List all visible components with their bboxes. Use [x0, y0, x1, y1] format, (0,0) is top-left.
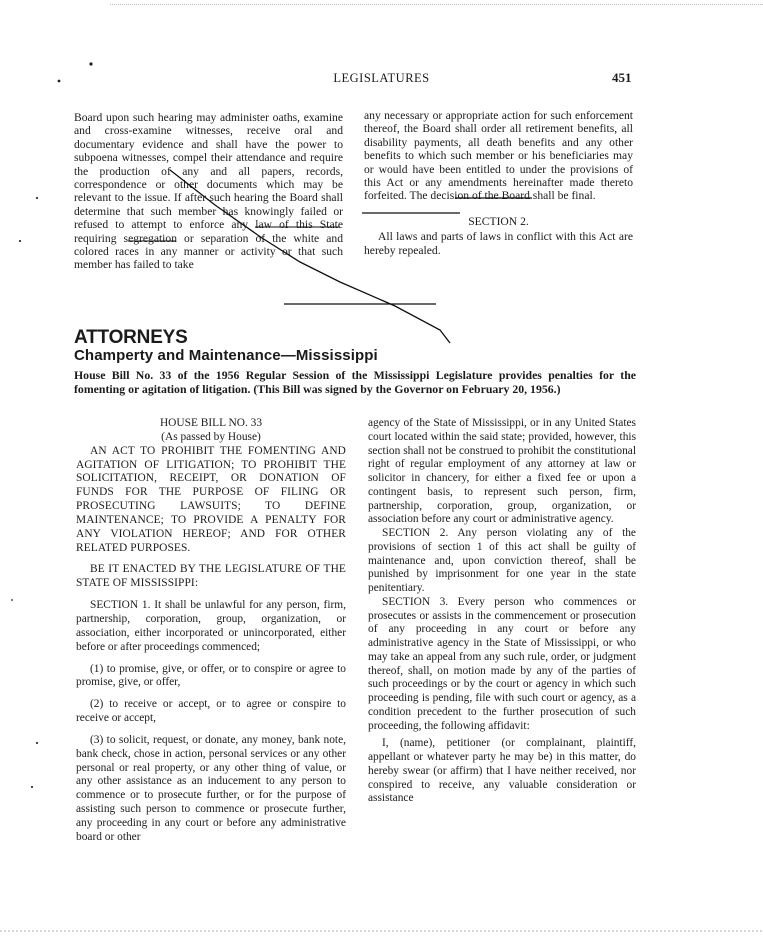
continued-paragraph-right: any necessary or appropriate action for such enforcement thereof, the Board shall order all retirement benefits, all disability payments, all death benefits and any other benefits to which such member or his beneficiaries may or would have been entitled to under the provisions of this Act or any amendments hereinafter made thereto forfeited. The decision of the Board shall be final. [364, 109, 633, 203]
affidavit-text: I, (name), petitioner (or complainant, plaintiff, appellant or whatever party he may be) in this matter, do hereby swear (or affirm) that I have neither received, nor conspired to receive, any valuable consideration or assistance [368, 737, 636, 805]
page-number: 451 [612, 70, 632, 85]
speck-mark [11, 599, 13, 601]
bill-section-3: SECTION 3. Every person who commences or prosecutes or assists in the commencement or prosecution of any proceeding in any court or before any administrative agency in the State of Mississippi, or who may take an appeal from any such rule, order, or judgment thereof, shall, on motion made by any of the parties of such proceedings or by the court or agency in which such proceeding is pending, file with such court or agency, as a condition precedent to the further prosecution of such proceeding, the following affidavit: [368, 595, 636, 732]
bill-summary: House Bill No. 33 of the 1956 Regular Session of the Mississippi Legislature provides penalties for the fomenting or agitation of litigation. (This Bill was signed by the Governor on February 20, 1956.) [74, 368, 636, 397]
topic-heading: ATTORNEYS [74, 327, 188, 348]
running-header: LEGISLATURES [333, 71, 430, 85]
section-2-text: All laws and parts of laws in conflict with this Act are hereby repealed. [364, 230, 633, 257]
continued-paragraph-left: Board upon such hearing may administer oaths, examine and cross-examine witnesses, receive oral and documentary evidence and shall have the power to subpoena witnesses, compel their attendance and require the production of any and all papers, records, correspondence or other documents which may be relevant to the issue. If after such hearing the Board shall determine that such member has knowingly failed or refused to attempt to enforce any law of this State requiring segregation or separation of the white and colored races in any manner or activity or that such member has failed to take [74, 111, 343, 272]
bill-section-2: SECTION 2. Any person violating any of the provisions of section 1 of this act shall be guilty of maintenance and, upon conviction thereof, shall be punished by imprisonment for one year in the state penitentiary. [368, 527, 636, 594]
bill-section-1-continued: agency of the State of Mississippi, or in any United States court located within the said state; provided, however, this section shall not be construed to prohibit the constitutional right of regular employment of any attorney at law or solicitor in chancery, for either a fixed fee or upon a contingent basis, to represent such person, firm, partnership, corporation, group, organization, or association before any court or administrative agency. [368, 417, 636, 526]
bill-section-1: SECTION 1. It shall be unlawful for any person, firm, partnership, corporation, group, organization, or association, either incorporated or unincorporated, either before or after proceedings commenced; [76, 599, 346, 653]
bill-left-column [76, 417, 346, 845]
speck-mark [36, 197, 38, 199]
bill-title: AN ACT TO PROHIBIT THE FOMENTING AND AGITATION OF LITIGATION; TO PROHIBIT THE SOLICITATION, RECEIPT, OR DONATION OF FUNDS FOR THE PURPOSE OF FILING OR PROSECUTING LAWSUITS; TO DEFINE MAINTENANCE; TO PROVIDE A PENALTY FOR ANY VIOLATION HEREOF; AND FOR OTHER RELATED PURPOSES. [76, 444, 346, 554]
speck-mark [36, 742, 38, 744]
bill-clause-3: (3) to solicit, request, or donate, any money, bank note, bank check, chose in action, personal services or any other personal or real property, or any other thing of value, or any other assistance as an inducement to any person to commence or to prosecute further, or for the purpose of assisting such person to commence or prosecute further, any proceeding in any court or before any administrative board or other [76, 733, 346, 843]
enacting-clause: BE IT ENACTED BY THE LEGISLATURE OF THE STATE OF MISSISSIPPI: [76, 563, 346, 590]
bill-clause-2: (2) to receive or accept, or to agree or conspire to receive or accept, [76, 698, 346, 725]
bill-passed-note: (As passed by House) [161, 430, 261, 443]
top-dotted-border [110, 4, 763, 5]
bill-clause-1: (1) to promise, give, or offer, or to conspire or agree to promise, give, or offer, [76, 662, 346, 689]
speck-mark [31, 786, 33, 788]
bill-number: HOUSE BILL NO. 33 [159, 417, 263, 429]
continued-text-right-column [364, 109, 633, 257]
speck-mark [19, 240, 21, 242]
section-2-heading: SECTION 2. [468, 214, 529, 228]
bill-right-column [368, 417, 636, 806]
speck-mark [89, 62, 92, 65]
topic-subheading: Champerty and Maintenance—Mississippi [74, 347, 378, 364]
continued-text-left-column [74, 111, 343, 272]
